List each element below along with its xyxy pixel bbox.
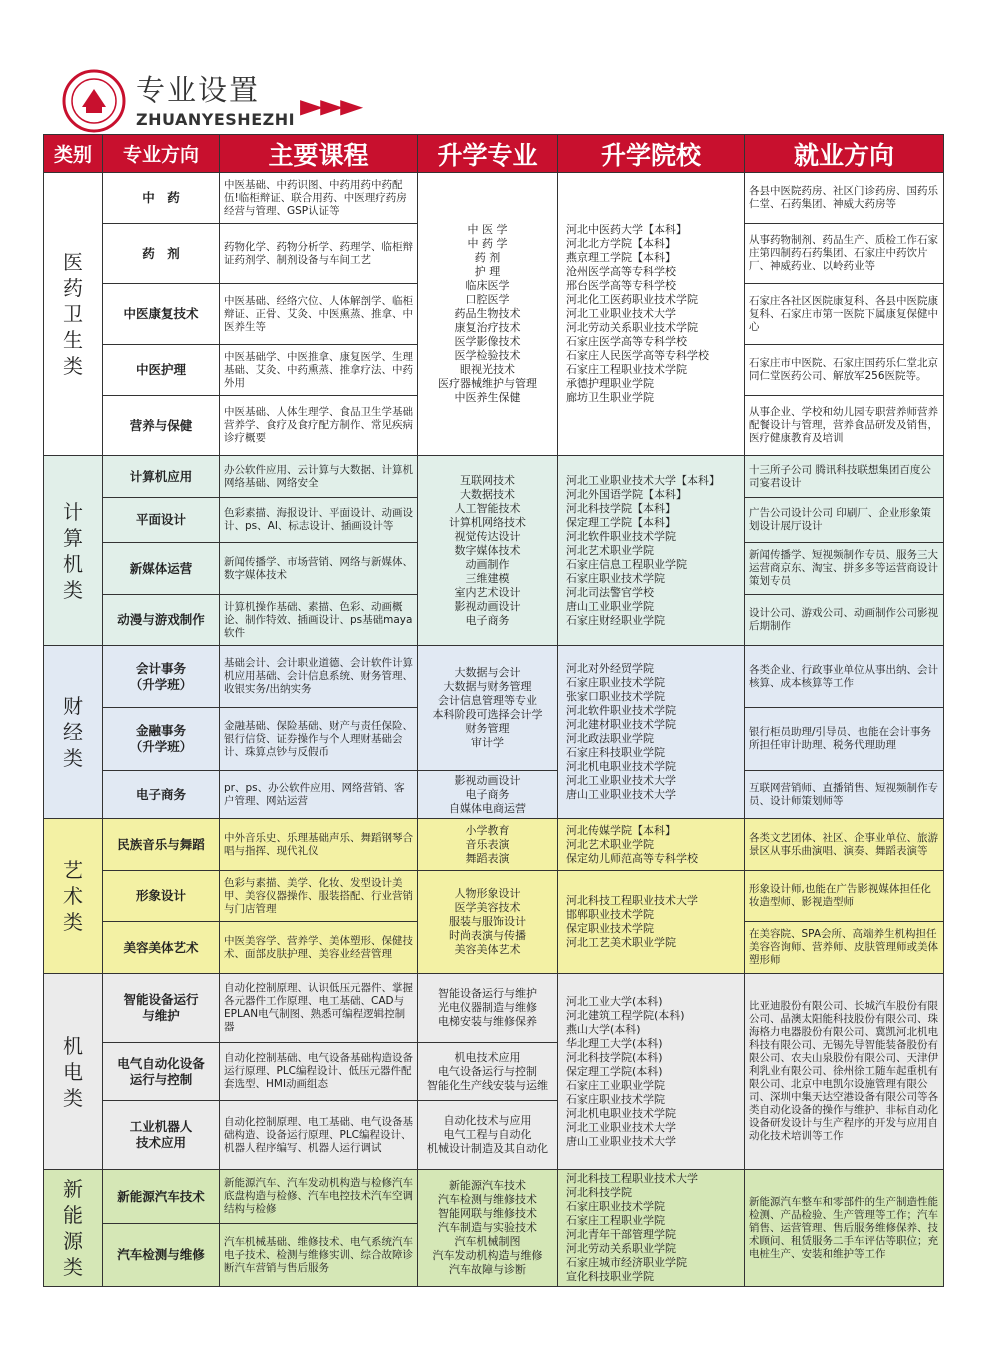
course-cell: 自动化控制原理、电工基础、电气设备基础构造、设备运行原理、PLC编程设计、机器人程序编写、机器人运行调试 (220, 1101, 418, 1170)
category-mechatronics (44, 974, 944, 1170)
direction-cell: 形象设计 (103, 871, 220, 922)
direction-cell: 中医护理 (103, 345, 220, 396)
page-header (60, 60, 660, 140)
schools-cell: 河北工业职业技术大学【本科】 河北外国语学院【本科】 河北科技学院【本科】 保定理工学院【本科】 河北软件职业技术学院 河北艺术职业学院 石家庄信息工程职业学院 石家庄职业技术学院 河北司法警官学校 唐山工业职业学院 石家庄财经职业学院 (558, 456, 745, 646)
direction-cell: 营养与保健 (103, 396, 220, 456)
course-cell: 基础会计、会计职业道德、会计软件计算机应用基础、会计信息系统、财务管理、收银实务/出纳实务 (220, 646, 418, 708)
majors-cell: 大数据与会计 大数据与财务管理 会计信息管理等专业 本科阶段可选择会计学 财务管理 审计学 (418, 646, 558, 771)
job-cell: 在美容院、SPA会所、高端养生机构担任美容咨询师、营养师、皮肤管理师或美体塑形师 (745, 922, 944, 974)
header-courses: 主要课程 (220, 135, 418, 173)
category-new-energy (44, 1170, 944, 1287)
category-art (44, 819, 944, 974)
category-label: 医 药 卫 生 类 (44, 173, 103, 456)
category-label: 新 能 源 类 (44, 1170, 103, 1287)
majors-cell: 中 医 学 中 药 学 药 剂 护 理 临床医学 口腔医学 药品生物技术 康复治疗技术 医学影像技术 医学检验技术 眼视光技术 医疗器械维护与管理 中医养生保健 (418, 173, 558, 456)
direction-cell: 平面设计 (103, 498, 220, 543)
job-cell: 从事企业、学校和幼儿园专职营养师营养配餐设计与管理，营养食品研发及销售，医疗健康教育及培训 (745, 396, 944, 456)
direction-cell: 新媒体运营 (103, 543, 220, 595)
table-row (44, 974, 944, 1043)
majors-cell: 小学教育 音乐表演 舞蹈表演 (418, 819, 558, 871)
program-table (43, 134, 944, 1287)
direction-cell: 电气自动化设备 运行与控制 (103, 1043, 220, 1101)
course-cell: 中外音乐史、乐理基础声乐、舞蹈钢琴合唱与指挥、现代礼仪 (220, 819, 418, 871)
table-row (44, 819, 944, 871)
course-cell: 自动化控制原理、认识低压元器件、掌握各元器件工作原理、电工基础、CAD与EPLAN电气制图、熟悉可编程逻辑控制器 (220, 974, 418, 1043)
direction-cell: 药 剂 (103, 224, 220, 284)
majors-cell: 新能源汽车技术 汽车检测与维修技术 智能网联与维修技术 汽车制造与实验技术 汽车机械制图 汽车发动机构造与维修 汽车故障与诊断 (418, 1170, 558, 1287)
category-label: 计 算 机 类 (44, 456, 103, 646)
header-jobs: 就业方向 (745, 135, 944, 173)
course-cell: 中医基础、经络穴位、人体解剖学、临柜辩证、正骨、艾灸、中医熏蒸、推拿、中医养生等 (220, 284, 418, 345)
page-title: 专业设置 (136, 73, 261, 107)
direction-cell: 计算机应用 (103, 456, 220, 498)
schools-cell: 河北工业大学(本科) 河北建筑工程学院(本科) 燕山大学(本科) 华北理工大学(本科) 河北科技学院(本科) 保定理工学院(本科) 石家庄工业职业学院 石家庄职业技术学院 河北机电职业技术学院 河北工业职业技术大学 唐山工业职业技术大学 (558, 974, 745, 1170)
course-cell: 计算机操作基础、素描、色彩、动画概论、制作特效、插画设计、ps基础maya软件 (220, 595, 418, 646)
majors-cell: 智能设备运行与维护 光电仪器制造与维修 电梯安装与维修保养 (418, 974, 558, 1043)
direction-cell: 汽车检测与维修 (103, 1224, 220, 1287)
majors-cell: 机电技术应用 电气设备运行与控制 智能化生产线安装与运维 (418, 1043, 558, 1101)
course-cell: 新闻传播学、市场营销、网络与新媒体、数字媒体技术 (220, 543, 418, 595)
page-subtitle: ZHUANYESHEZHI (136, 110, 296, 129)
course-cell: 汽车机械基础、维修技术、电气系统汽车电子技术、检测与维修实训、综合故障诊断汽车营销与售后服务 (220, 1224, 418, 1287)
job-cell: 从事药物制剂、药品生产、质检工作石家庄第四制药石药集团、石家庄中药饮片厂、神威药业、以岭药业等 (745, 224, 944, 284)
direction-cell: 美容美体艺术 (103, 922, 220, 974)
job-cell: 互联网营销师、直播销售、短视频制作专员、设计师策划师等 (745, 771, 944, 819)
course-cell: 中医基础、人体生理学、食品卫生学基础营养学、食疗及食疗配方制作、常见疾病诊疗概要 (220, 396, 418, 456)
schools-cell: 河北对外经贸学院 石家庄职业技术学院 张家口职业技术学院 河北软件职业技术学院 河北建材职业技术学院 河北政法职业学院 石家庄科技职业学院 河北机电职业技术学院 河北工业职业技术大学 唐山工业职业技术大学 (558, 646, 745, 819)
course-cell: 色彩与素描、美学、化妆、发型设计美甲、美容仪器操作、服装搭配、行业营销与门店管理 (220, 871, 418, 922)
table-row (44, 456, 944, 498)
job-cell: 比亚迪股份有限公司、长城汽车股份有限公司、晶澳太阳能科技股份有限公司、珠海格力电器股份有限公司、冀凯河北机电科技有限公司、无锡先导智能装备股份有限公司、农夫山泉股份有限公司、天津伊利乳业有限公司、徐州徐工随车起重机有限公司、北京中电凯尔设施管理有限公司、深圳中集天达空港设备有限公司等各类自动化设备的操作与维护、非标自动化设备研发设计与生产程序的开发与应用自动化技术培训等工作 (745, 974, 944, 1170)
table-row (44, 1170, 944, 1224)
course-cell: 新能源汽车、汽车发动机构造与检修汽车底盘构造与检修、汽车电控技术汽车空调结构与检修 (220, 1170, 418, 1224)
course-cell: 中医美容学、营养学、美体塑形、保健技术、面部皮肤护理、美容业经营管理 (220, 922, 418, 974)
schools-cell: 河北科技工程职业技术大学 邯郸职业技术学院 保定职业技术学院 河北工艺美术职业学院 (558, 871, 745, 974)
schools-cell: 河北科技工程职业技术大学 河北科技学院 石家庄职业技术学院 石家庄工程职业学院 河北青年干部管理学院 河北劳动关系职业学院 石家庄城市经济职业学院 宣化科技职业学院 (558, 1170, 745, 1287)
job-cell: 银行柜员助理/引导员、也能在会计事务所担任审计助理、税务代理助理 (745, 708, 944, 771)
job-cell: 石家庄市中医院、石家庄国药乐仁堂北京同仁堂医药公司、解放军256医院等。 (745, 345, 944, 396)
school-logo (62, 69, 126, 133)
majors-cell: 影视动画设计 电子商务 自媒体电商运营 (418, 771, 558, 819)
job-cell: 十三所子公司 腾讯科技联想集团百度公司宴君设计 (745, 456, 944, 498)
direction-cell: 金融事务 （升学班） (103, 708, 220, 771)
direction-cell: 中 药 (103, 173, 220, 224)
course-cell: 金融基础、保险基础、财产与责任保险、银行信贷、证券操作与个人理财基础会计、珠算点钞与反假币 (220, 708, 418, 771)
category-label: 艺 术 类 (44, 819, 103, 974)
direction-cell: 智能设备运行 与维护 (103, 974, 220, 1043)
job-cell: 各类文艺团体、社区、企事业单位、旅游景区从事乐曲演唱、演奏、舞蹈表演等 (745, 819, 944, 871)
direction-cell: 会计事务 （升学班） (103, 646, 220, 708)
job-cell: 各类企业、行政事业单位从事出纳、会计核算、成本核算等工作 (745, 646, 944, 708)
job-cell: 广告公司设计公司 印刷厂、企业形象策划设计展厅设计 (745, 498, 944, 543)
job-cell: 新能源汽车整车和零部件的生产制造性能检测、产品检验、生产管理等工作；汽车销售、运营管理、售后服务维修保养、技术顾问、租赁服务二手车评估等职位；充电桩生产、安装和维护等工作 (745, 1170, 944, 1287)
majors-cell: 自动化技术与应用 电气工程与自动化 机械设计制造及其自动化 (418, 1101, 558, 1170)
arrow-icons: ▶▶▶ (300, 94, 361, 118)
course-cell: 中医基础学、中医推拿、康复医学、生理基础、艾灸、中药熏蒸、推拿疗法、中药外用 (220, 345, 418, 396)
schools-cell: 河北传媒学院【本科】 河北艺术职业学院 保定幼儿师范高等专科学校 (558, 819, 745, 871)
category-label: 机 电 类 (44, 974, 103, 1170)
course-cell: 自动化控制基础、电气设备基础构造设备运行原理、PLC编程设计、低压元器件配套选型、HMI动画组态 (220, 1043, 418, 1101)
direction-cell: 中医康复技术 (103, 284, 220, 345)
job-cell: 石家庄各社区医院康复科、各县中医院康复科、石家庄市第一医院下属康复保健中心 (745, 284, 944, 345)
job-cell: 形象设计师,也能在广告影视媒体担任化妆造型师、影视造型师 (745, 871, 944, 922)
table-row (44, 771, 944, 819)
majors-cell: 人物形象设计 医学美容技术 服装与服饰设计 时尚表演与传播 美容美体艺术 (418, 871, 558, 974)
table-row (44, 646, 944, 708)
job-cell: 设计公司、游戏公司、动画制作公司影视后期制作 (745, 595, 944, 646)
course-cell: 色彩素描、海报设计、平面设计、动画设计、ps、AI、标志设计、插画设计等 (220, 498, 418, 543)
header-direction: 专业方向 (103, 135, 220, 173)
category-label: 财 经 类 (44, 646, 103, 819)
direction-cell: 动漫与游戏制作 (103, 595, 220, 646)
table-row (44, 871, 944, 922)
direction-cell: 民族音乐与舞蹈 (103, 819, 220, 871)
course-cell: 办公软件应用、云计算与大数据、计算机网络基础、网络安全 (220, 456, 418, 498)
direction-cell: 工业机器人 技术应用 (103, 1101, 220, 1170)
header-category: 类别 (44, 135, 103, 173)
category-computer (44, 456, 944, 646)
category-finance (44, 646, 944, 819)
table-header-row (44, 135, 944, 173)
job-cell: 各县中医院药房、社区门诊药房、国药乐仁堂、石药集团、神威大药房等 (745, 173, 944, 224)
header-majors: 升学专业 (418, 135, 558, 173)
course-cell: 药物化学、药物分析学、药理学、临柜辩证药剂学、制剂设备与车间工艺 (220, 224, 418, 284)
direction-cell: 新能源汽车技术 (103, 1170, 220, 1224)
table-row (44, 173, 944, 224)
job-cell: 新闻传播学、短视频制作专员、服务三大运营商京东、淘宝、拼多多等运营商设计策划专员 (745, 543, 944, 595)
category-medicine (44, 173, 944, 456)
course-cell: 中医基础、中药识图、中药用药中药配伍!临柜辩证、联合用药、中医理疗药房经营与管理、GSP认证等 (220, 173, 418, 224)
schools-cell: 河北中医药大学【本科】 河北北方学院【本科】 燕京理工学院【本科】 沧州医学高等专科学校 邢台医学高等专科学校 河北化工医药职业技术学院 河北工业职业技术大学 河北劳动关系职业技术学院 石家庄医学高等专科学校 石家庄人民医学高等专科学校 石家庄工程职业技术学院 承德护理职业学院 廊坊卫生职业学院 (558, 173, 745, 456)
course-cell: pr、ps、办公软件应用、网络营销、客户管理、网站运营 (220, 771, 418, 819)
majors-cell: 互联网技术 大数据技术 人工智能技术 计算机网络技术 视觉传达设计 数字媒体技术 动画制作 三维建模 室内艺术设计 影视动画设计 电子商务 (418, 456, 558, 646)
direction-cell: 电子商务 (103, 771, 220, 819)
header-schools: 升学院校 (558, 135, 745, 173)
